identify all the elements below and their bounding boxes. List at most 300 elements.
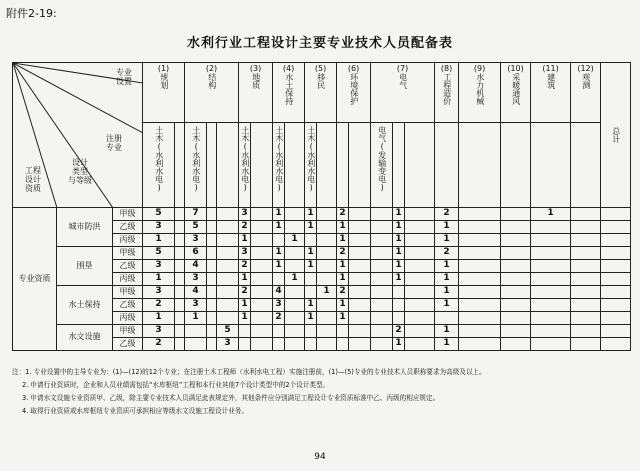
table-cell xyxy=(317,208,337,221)
specialty-header-7 xyxy=(371,63,435,123)
table-cell xyxy=(251,208,273,221)
table-cell xyxy=(349,273,371,286)
table-cell: 1 xyxy=(305,312,317,325)
table-cell: 1 xyxy=(273,221,285,234)
table-cell: 1 xyxy=(393,273,405,286)
table-cell xyxy=(175,273,185,286)
table-cell xyxy=(405,208,435,221)
table-cell xyxy=(405,122,435,207)
table-cell xyxy=(217,299,239,312)
header-text: 土木(水利水电) xyxy=(191,125,201,192)
table-cell xyxy=(217,122,239,207)
specialty-header-10 xyxy=(501,63,531,123)
header-text: (7) xyxy=(396,64,409,73)
table-cell: 5 xyxy=(143,247,175,260)
table-cell xyxy=(371,260,393,273)
table-cell: 1 xyxy=(239,234,251,247)
table-cell xyxy=(305,234,317,247)
table-cell xyxy=(371,299,393,312)
header-text: 水土保持 xyxy=(284,73,294,106)
table-cell xyxy=(217,260,239,273)
specialty-header-8 xyxy=(435,63,459,123)
header-text: (12) xyxy=(577,64,594,73)
registered-2 xyxy=(185,122,207,207)
specialty-header-11 xyxy=(531,63,571,123)
table-cell xyxy=(251,312,273,325)
table-cell: 乙级 xyxy=(113,221,143,234)
table-cell xyxy=(175,325,185,338)
table-cell xyxy=(571,208,601,221)
table-cell xyxy=(571,338,601,351)
registered-5 xyxy=(305,122,317,207)
table-cell xyxy=(371,338,393,351)
table-cell xyxy=(571,234,601,247)
table-cell xyxy=(185,338,207,351)
table-cell xyxy=(305,325,317,338)
table-cell: 1 xyxy=(143,273,175,286)
registered-1 xyxy=(143,122,175,207)
table-cell xyxy=(501,325,531,338)
table-cell: 1 xyxy=(393,338,405,351)
table-cell xyxy=(531,312,571,325)
table-cell xyxy=(405,247,435,260)
table-cell: 7 xyxy=(185,208,207,221)
table-cell xyxy=(317,273,337,286)
header-text: 规划 xyxy=(159,73,169,90)
table-cell xyxy=(239,325,251,338)
table-cell: 1 xyxy=(239,273,251,286)
table-cell xyxy=(571,286,601,299)
table-cell xyxy=(371,234,393,247)
table-cell xyxy=(601,273,631,286)
table-cell xyxy=(317,312,337,325)
table-cell xyxy=(175,312,185,325)
table-cell xyxy=(601,260,631,273)
header-text: 电气 xyxy=(398,73,408,90)
table-cell xyxy=(349,221,371,234)
note-1: 注：1. 专业设置中的主导专业为：(1)—(12)的12个专业；在注册土木工程师（水利水电工程）实施注册前，(1)—(5)专业的专业技术人员职称要求为高级及以上。 xyxy=(12,368,486,376)
table-cell: 丙级 xyxy=(113,273,143,286)
table-cell xyxy=(601,325,631,338)
table-cell xyxy=(405,260,435,273)
table-row xyxy=(13,63,631,123)
table-cell xyxy=(371,247,393,260)
table-cell xyxy=(501,122,531,207)
table-cell xyxy=(337,122,349,207)
diagonal-header-cell xyxy=(13,63,143,208)
header-text: 电气(发输变电) xyxy=(377,125,387,192)
table-cell xyxy=(175,221,185,234)
table-cell xyxy=(185,325,207,338)
table-cell xyxy=(371,312,393,325)
table-cell xyxy=(459,338,501,351)
design-type-grade-label: 设计 类型 与等级 xyxy=(68,158,92,185)
header-text: 总计 xyxy=(611,127,621,143)
table-cell xyxy=(459,299,501,312)
table-cell xyxy=(175,299,185,312)
table-cell: 3 xyxy=(143,286,175,299)
table-cell: 2 xyxy=(239,286,251,299)
qualification-category: 专业资质 xyxy=(13,208,57,351)
table-cell xyxy=(337,325,349,338)
table-cell: 3 xyxy=(143,260,175,273)
table-row xyxy=(13,286,631,299)
table-cell xyxy=(501,247,531,260)
specialty-header-6 xyxy=(337,63,371,123)
table-cell: 乙级 xyxy=(113,260,143,273)
table-cell: 乙级 xyxy=(113,299,143,312)
table-cell: 1 xyxy=(435,273,459,286)
table-cell: 2 xyxy=(337,286,349,299)
table-cell: 2 xyxy=(239,260,251,273)
table-row xyxy=(13,325,631,338)
table-cell xyxy=(337,338,349,351)
header-text: (5) xyxy=(314,64,327,73)
table-cell: 1 xyxy=(393,234,405,247)
table-cell xyxy=(459,273,501,286)
table-cell xyxy=(251,247,273,260)
table-cell xyxy=(571,273,601,286)
table-cell: 3 xyxy=(273,299,285,312)
table-cell xyxy=(175,286,185,299)
table-cell xyxy=(459,247,501,260)
table-cell xyxy=(317,234,337,247)
table-cell xyxy=(317,247,337,260)
header-text: 移民 xyxy=(316,73,326,90)
table-cell: 1 xyxy=(285,273,305,286)
header-text: 观测 xyxy=(581,73,591,90)
table-cell: 2 xyxy=(337,247,349,260)
table-cell xyxy=(207,325,217,338)
table-cell: 甲级 xyxy=(113,286,143,299)
table-cell: 甲级 xyxy=(113,325,143,338)
table-cell xyxy=(273,234,285,247)
header-text: (8) xyxy=(440,64,453,73)
header-text: (9) xyxy=(473,64,486,73)
table-cell xyxy=(217,234,239,247)
table-row xyxy=(13,208,631,221)
table-cell xyxy=(349,260,371,273)
table-cell xyxy=(285,247,305,260)
table-cell: 1 xyxy=(337,234,349,247)
table-cell: 1 xyxy=(143,312,175,325)
table-cell xyxy=(459,208,501,221)
table-cell xyxy=(217,312,239,325)
table-cell: 1 xyxy=(143,234,175,247)
table-cell xyxy=(349,122,371,207)
note-2: 2. 申请行业资质时，企业和人员业绩需包括“水库枢纽”工程和本行业其他7个设计类型中的2个设计类型。 xyxy=(22,381,330,389)
note-3: 3. 申请水文设施专业资质甲、乙级，除主要专业技术人员满足此表规定外，其他条件应分别满足工程设计专业资质标准中乙、丙级的相应规定。 xyxy=(22,394,440,402)
table-cell xyxy=(601,234,631,247)
specialty-header-2 xyxy=(185,63,239,123)
table-cell: 乙级 xyxy=(113,338,143,351)
specialty-header-3 xyxy=(239,63,273,123)
table-cell xyxy=(459,325,501,338)
header-text: (10) xyxy=(507,64,524,73)
table-cell: 1 xyxy=(337,312,349,325)
table-cell: 6 xyxy=(185,247,207,260)
registered-specialty-label: 注册 专业 xyxy=(106,134,122,152)
table-cell xyxy=(501,273,531,286)
table-cell xyxy=(207,234,217,247)
table-cell: 1 xyxy=(273,247,285,260)
table-cell xyxy=(285,325,305,338)
table-cell xyxy=(601,208,631,221)
table-cell xyxy=(393,122,405,207)
table-cell xyxy=(349,286,371,299)
page-number: 94 xyxy=(314,452,326,462)
table-cell: 2 xyxy=(143,338,175,351)
table-cell xyxy=(501,338,531,351)
table-cell xyxy=(459,286,501,299)
design-type-2: 围垦 xyxy=(57,247,113,286)
table-cell: 丙级 xyxy=(113,234,143,247)
table-cell xyxy=(251,122,273,207)
table-cell xyxy=(305,286,317,299)
table-cell: 5 xyxy=(185,221,207,234)
table-cell xyxy=(571,221,601,234)
registered-4 xyxy=(273,122,285,207)
table-cell xyxy=(251,234,273,247)
table-cell xyxy=(501,286,531,299)
table-cell: 2 xyxy=(143,299,175,312)
header-text: (3) xyxy=(249,64,262,73)
table-row xyxy=(13,247,631,260)
table-cell: 1 xyxy=(337,260,349,273)
table-cell xyxy=(305,273,317,286)
table-cell xyxy=(251,299,273,312)
table-cell xyxy=(175,338,185,351)
table-cell xyxy=(393,299,405,312)
table-cell xyxy=(175,122,185,207)
specialty-setting-label: 专业 设置 xyxy=(116,68,132,86)
table-cell xyxy=(405,273,435,286)
table-cell xyxy=(531,273,571,286)
table-cell: 1 xyxy=(285,234,305,247)
header-text: (1) xyxy=(157,64,170,73)
table-cell xyxy=(571,260,601,273)
specialty-header-5 xyxy=(305,63,337,123)
table-cell xyxy=(317,260,337,273)
notes-section xyxy=(12,366,627,418)
table-cell: 1 xyxy=(435,338,459,351)
table-cell: 1 xyxy=(393,247,405,260)
table-cell xyxy=(285,260,305,273)
table-cell xyxy=(601,312,631,325)
table-cell xyxy=(349,247,371,260)
table-cell: 3 xyxy=(143,221,175,234)
specialty-header-1 xyxy=(143,63,185,123)
table-cell xyxy=(175,247,185,260)
table-cell: 3 xyxy=(185,299,207,312)
table-cell xyxy=(349,312,371,325)
table-cell: 1 xyxy=(273,208,285,221)
header-text: 环境保护 xyxy=(349,73,359,106)
table-cell: 4 xyxy=(185,260,207,273)
header-text: (4) xyxy=(282,64,295,73)
table-cell xyxy=(217,247,239,260)
design-type-3: 水土保持 xyxy=(57,286,113,325)
table-cell xyxy=(285,299,305,312)
registered-3 xyxy=(239,122,251,207)
registered-7 xyxy=(371,122,393,207)
table-cell: 5 xyxy=(217,325,239,338)
table-cell: 1 xyxy=(185,312,207,325)
table-cell xyxy=(501,208,531,221)
table-cell: 2 xyxy=(273,312,285,325)
table-cell xyxy=(459,122,501,207)
table-cell: 1 xyxy=(239,299,251,312)
table-cell xyxy=(405,312,435,325)
table-cell: 1 xyxy=(305,260,317,273)
table-cell xyxy=(207,286,217,299)
table-cell xyxy=(405,221,435,234)
table-cell: 1 xyxy=(435,234,459,247)
table-cell xyxy=(207,260,217,273)
qualification-label: 工程 设计 资质 xyxy=(25,166,41,193)
table-cell xyxy=(371,325,393,338)
design-type-4: 水文设施 xyxy=(57,325,113,351)
specialty-header-4 xyxy=(273,63,305,123)
table-cell xyxy=(317,122,337,207)
header-text: 采暖通风 xyxy=(511,73,521,106)
table-cell: 1 xyxy=(531,208,571,221)
table-cell xyxy=(207,338,217,351)
table-cell xyxy=(571,312,601,325)
table-cell xyxy=(501,221,531,234)
table-cell xyxy=(285,286,305,299)
table-cell: 甲级 xyxy=(113,247,143,260)
table-cell xyxy=(531,260,571,273)
table-cell xyxy=(601,286,631,299)
table-cell xyxy=(405,234,435,247)
table-cell: 1 xyxy=(305,299,317,312)
table-cell xyxy=(571,122,601,207)
table-cell xyxy=(317,338,337,351)
table-cell xyxy=(207,122,217,207)
staffing-table xyxy=(12,62,631,351)
table-cell: 5 xyxy=(143,208,175,221)
table-cell xyxy=(251,221,273,234)
table-cell: 1 xyxy=(435,286,459,299)
table-cell xyxy=(349,338,371,351)
table-cell: 3 xyxy=(143,325,175,338)
table-cell xyxy=(405,325,435,338)
attachment-label: 附件2-19: xyxy=(6,7,57,20)
header-text: 建筑 xyxy=(546,73,556,90)
table-cell xyxy=(175,234,185,247)
table-cell xyxy=(207,247,217,260)
table-cell xyxy=(405,299,435,312)
table-cell xyxy=(273,273,285,286)
table-cell xyxy=(601,299,631,312)
header-text: 工程造价 xyxy=(442,73,452,106)
header-text: 土木(水利水电) xyxy=(240,125,250,192)
table-cell: 1 xyxy=(305,221,317,234)
table-cell xyxy=(459,221,501,234)
table-cell xyxy=(531,122,571,207)
table-cell xyxy=(207,208,217,221)
table-cell: 3 xyxy=(239,247,251,260)
table-cell xyxy=(207,221,217,234)
table-cell xyxy=(239,338,251,351)
table-cell xyxy=(251,325,273,338)
table-cell: 1 xyxy=(337,221,349,234)
table-cell xyxy=(285,312,305,325)
table-cell: 3 xyxy=(185,234,207,247)
table-cell xyxy=(393,286,405,299)
table-cell: 2 xyxy=(435,208,459,221)
table-cell xyxy=(207,273,217,286)
table-cell xyxy=(273,338,285,351)
table-cell: 2 xyxy=(239,221,251,234)
table-cell xyxy=(435,312,459,325)
table-cell: 1 xyxy=(305,247,317,260)
table-cell xyxy=(175,260,185,273)
table-cell: 2 xyxy=(337,208,349,221)
table-cell: 1 xyxy=(435,221,459,234)
table-cell xyxy=(601,221,631,234)
table-cell xyxy=(501,312,531,325)
table-cell: 1 xyxy=(273,260,285,273)
table-cell xyxy=(459,234,501,247)
table-cell xyxy=(273,325,285,338)
table-cell xyxy=(435,122,459,207)
table-cell xyxy=(217,221,239,234)
header-text: 土木(水利水电) xyxy=(154,125,164,192)
table-cell xyxy=(531,247,571,260)
specialty-header-12 xyxy=(571,63,601,123)
table-cell xyxy=(531,234,571,247)
table-cell xyxy=(371,208,393,221)
table-cell xyxy=(571,247,601,260)
table-cell xyxy=(371,273,393,286)
header-text: (6) xyxy=(347,64,360,73)
table-cell xyxy=(285,208,305,221)
table-cell xyxy=(501,299,531,312)
table-cell xyxy=(601,338,631,351)
table-cell xyxy=(317,299,337,312)
table-cell: 3 xyxy=(185,273,207,286)
table-cell: 1 xyxy=(393,221,405,234)
table-cell xyxy=(349,299,371,312)
table-cell xyxy=(531,325,571,338)
table-cell xyxy=(349,325,371,338)
table-cell: 1 xyxy=(393,208,405,221)
table-cell xyxy=(285,338,305,351)
header-text: 土木(水利水电) xyxy=(274,125,284,192)
table-cell xyxy=(405,338,435,351)
table-cell xyxy=(531,338,571,351)
table-cell: 1 xyxy=(337,273,349,286)
table-cell xyxy=(459,312,501,325)
total-header xyxy=(601,63,631,208)
specialty-header-9 xyxy=(459,63,501,123)
table-cell xyxy=(393,312,405,325)
table-cell xyxy=(349,234,371,247)
table-cell: 丙级 xyxy=(113,312,143,325)
table-cell: 1 xyxy=(393,260,405,273)
table-cell xyxy=(175,208,185,221)
grade-cell: 甲级 xyxy=(113,208,143,221)
table-cell xyxy=(217,286,239,299)
table-cell: 4 xyxy=(273,286,285,299)
table-cell: 2 xyxy=(435,247,459,260)
header-text: (2) xyxy=(205,64,218,73)
table-cell xyxy=(285,221,305,234)
table-cell: 3 xyxy=(217,338,239,351)
table-cell xyxy=(459,260,501,273)
